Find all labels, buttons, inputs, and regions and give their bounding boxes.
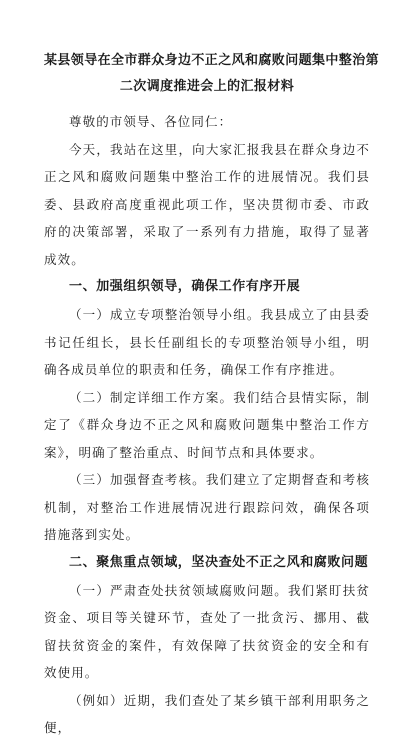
document-title — [44, 48, 380, 100]
section1-paragraph-1: （一）成立专项整治领导小组。我县成立了由县委书记任组长，县长任副组长的专项整治领导小组，明确各成员单位的职责和任务，确保工作有序推进。 — [44, 307, 370, 377]
section2-paragraph-2: （例如）近期，我们查处了某乡镇干部利用职务之便， — [44, 692, 370, 735]
salutation: 尊敬的市领导、各位同仁： — [69, 114, 233, 129]
section-heading-1: 一、加强组织领导，确保工作有序开展 — [69, 279, 301, 294]
intro-paragraph: 今天，我站在这里，向大家汇报我县在群众身边不正之风和腐败问题集中整治工作的进展情况。我们县委、县政府高度重视此项工作，坚决贯彻市委、市政府的决策部署，采取了一系列有力措施，取得了显著成效。 — [44, 141, 370, 267]
title-line-2: 二次调度推进会上的汇报材料 — [119, 79, 295, 94]
title-line-1: 某县领导在全市群众身边不正之风和腐败问题集中整治第 — [44, 53, 380, 68]
section1-paragraph-3: （三）加强督查考核。我们建立了定期督查和考核机制，对整治工作进展情况进行跟踪问效，确保各项措施落到实处。 — [44, 472, 370, 542]
section-heading-2: 二、聚焦重点领域，坚决查处不正之风和腐败问题 — [69, 554, 369, 570]
section1-paragraph-2: （二）制定详细工作方案。我们结合县情实际，制定了《群众身边不正之风和腐败问题集中整治工作方案》，明确了整治重点、时间节点和具体要求。 — [44, 389, 370, 460]
section2-paragraph-1: （一）严肃查处扶贫领域腐败问题。我们紧盯扶贫资金、项目等关键环节，查处了一批贪污、挪用、截留扶贫资金的案件，有效保障了扶贫资金的安全和有效使用。 — [44, 582, 370, 680]
